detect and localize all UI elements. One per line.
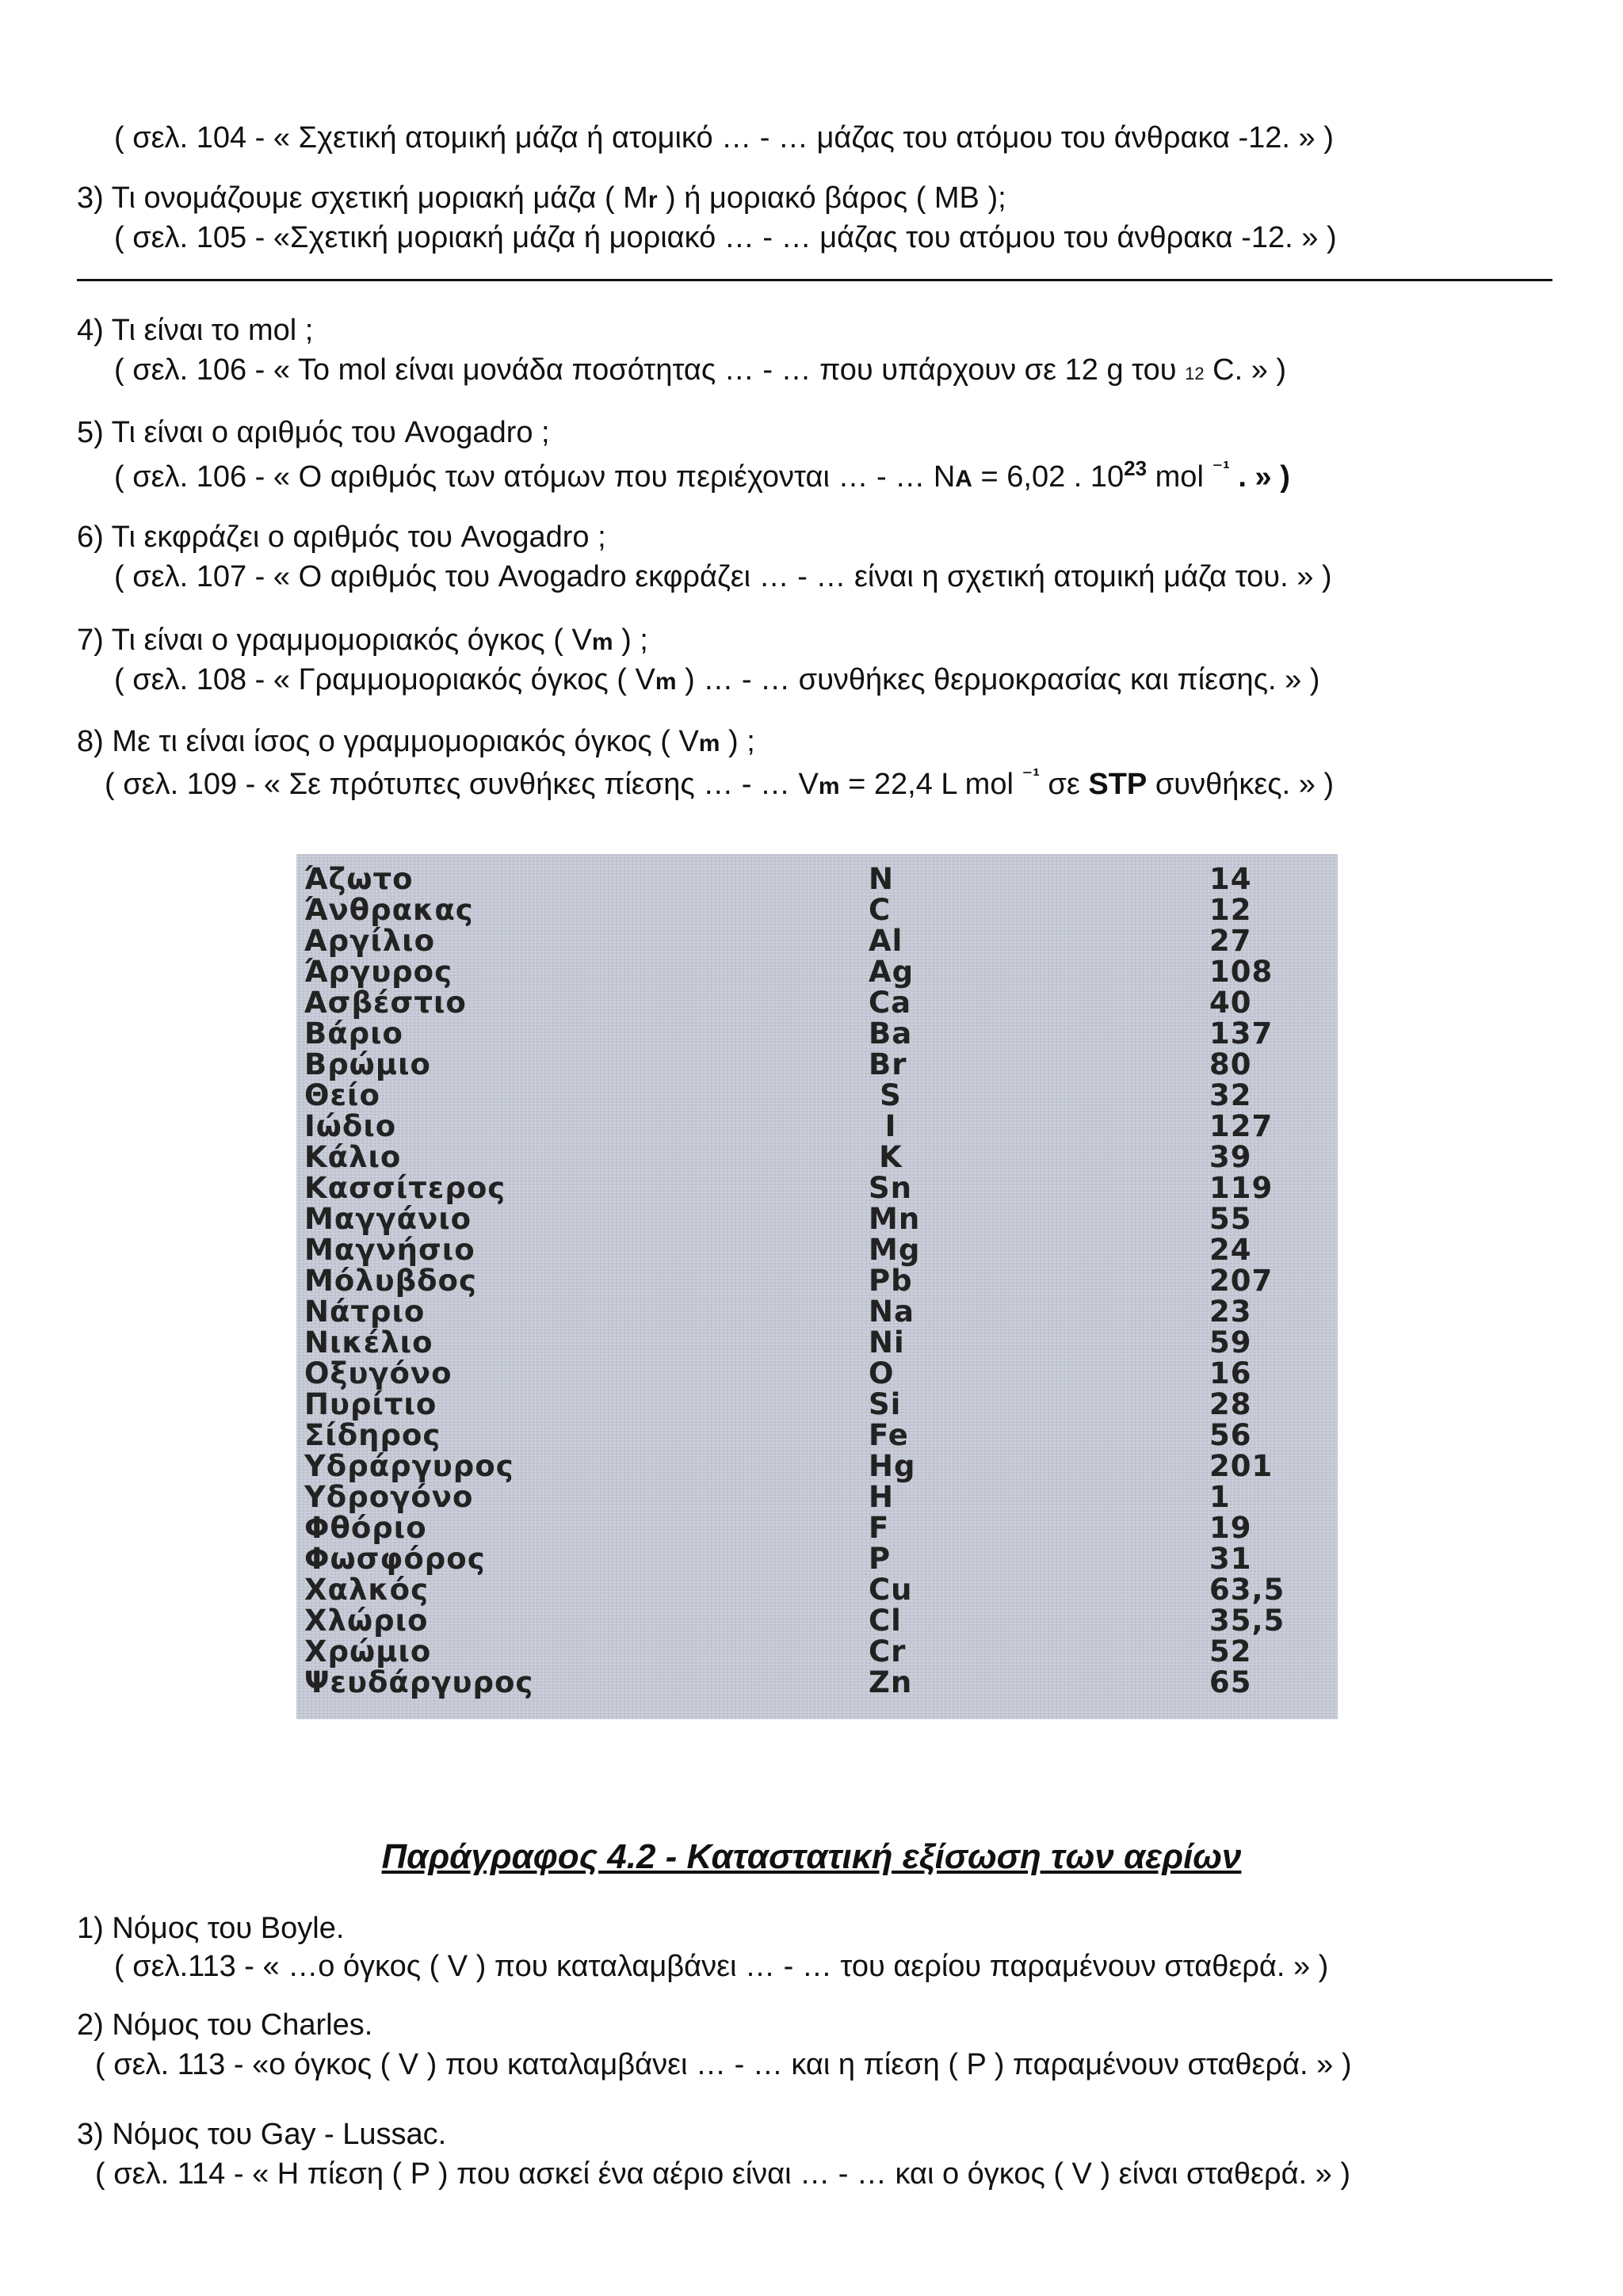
element-name: Άνθρακας bbox=[304, 893, 474, 927]
element-mass: 12 bbox=[1209, 893, 1252, 927]
element-mass: 207 bbox=[1209, 1264, 1274, 1298]
vm-subscript: m bbox=[818, 773, 840, 799]
question-3 bbox=[77, 179, 1006, 219]
vm-subscript: m bbox=[591, 629, 613, 655]
element-symbol: S bbox=[880, 1078, 902, 1112]
table-row bbox=[296, 1173, 1338, 1203]
element-mass: 35,5 bbox=[1209, 1604, 1285, 1638]
element-mass: 40 bbox=[1209, 986, 1252, 1020]
table-row bbox=[296, 894, 1338, 925]
element-symbol: Cl bbox=[869, 1604, 902, 1638]
element-name: Υδράργυρος bbox=[304, 1449, 514, 1483]
table-row bbox=[296, 1142, 1338, 1173]
element-name: Μαγνήσιο bbox=[304, 1233, 475, 1267]
page-ref-104: ( σελ. 104 - « Σχετική ατομική μάζα ή ατομικό … - … μάζας του ατόμου του άνθρακα -12. » ) bbox=[114, 121, 1334, 154]
page-ref-105: ( σελ. 105 - «Σχετική μοριακή μάζα ή μοριακό … - … μάζας του ατόμου του άνθρακα -12. » ) bbox=[114, 221, 1337, 254]
na-subscript: A bbox=[955, 466, 972, 492]
element-name: Υδρογόνο bbox=[304, 1480, 474, 1514]
element-mass: 108 bbox=[1209, 955, 1274, 989]
isotope-mass-number: 12 bbox=[1185, 364, 1205, 383]
answer-8-text-b: σε bbox=[1039, 768, 1089, 801]
question-7-text: 7) Τι είναι ο γραμμομοριακός όγκος ( V bbox=[77, 624, 592, 657]
table-row bbox=[296, 1482, 1338, 1512]
table-row bbox=[296, 1018, 1338, 1049]
element-symbol: Na bbox=[869, 1295, 915, 1329]
element-name: Φθόριο bbox=[304, 1511, 427, 1545]
boyle-answer: ( σελ.113 - « …ο όγκος ( V ) που καταλαμβάνει … - … του αερίου παραμένουν σταθερά. » ) bbox=[114, 1950, 1329, 1983]
element-mass: 39 bbox=[1209, 1140, 1252, 1174]
element-mass: 59 bbox=[1209, 1325, 1252, 1360]
answer-4 bbox=[114, 351, 1286, 393]
table-row bbox=[296, 956, 1338, 987]
table-row bbox=[296, 1636, 1338, 1667]
element-symbol: C bbox=[869, 893, 892, 927]
element-symbol: Mg bbox=[869, 1233, 921, 1267]
table-row bbox=[296, 1296, 1338, 1327]
gay-lussac-answer: ( σελ. 114 - « Η πίεση ( P ) που ασκεί ένα αέριο είναι … - … και ο όγκος ( V ) είναι σταθερά. » ) bbox=[95, 2157, 1351, 2191]
stp-label: STP bbox=[1088, 768, 1148, 801]
exponent-minus-one: ⁻¹ bbox=[1212, 456, 1230, 480]
element-name: Βάριο bbox=[304, 1016, 403, 1051]
table-row bbox=[296, 1389, 1338, 1420]
table-row bbox=[296, 1358, 1338, 1389]
question-7 bbox=[77, 621, 648, 662]
answer-7-end: ) … - … συνθήκες θερμοκρασίας και πίεσης. » ) bbox=[676, 663, 1320, 696]
table-row bbox=[296, 1234, 1338, 1265]
table-row bbox=[296, 1080, 1338, 1111]
element-name: Βρώμιο bbox=[304, 1047, 431, 1081]
element-mass: 27 bbox=[1209, 924, 1252, 958]
element-name: Οξυγόνο bbox=[304, 1356, 453, 1390]
element-mass: 56 bbox=[1209, 1418, 1252, 1452]
element-mass: 1 bbox=[1209, 1480, 1231, 1514]
horizontal-rule bbox=[77, 279, 1552, 281]
element-name: Ασβέστιο bbox=[304, 986, 467, 1020]
element-symbol: Pb bbox=[869, 1264, 913, 1298]
table-row bbox=[296, 1605, 1338, 1636]
element-name: Κασσίτερος bbox=[304, 1171, 506, 1205]
charles-law: 2) Νόμος του Charles. bbox=[77, 2008, 373, 2042]
element-mass: 31 bbox=[1209, 1542, 1252, 1576]
answer-5-end: . » ) bbox=[1229, 460, 1290, 494]
table-row bbox=[296, 1512, 1338, 1543]
element-symbol: N bbox=[869, 862, 894, 896]
atomic-mass-table bbox=[296, 854, 1338, 1719]
mr-subscript: r bbox=[647, 187, 658, 213]
element-mass: 14 bbox=[1209, 862, 1252, 896]
element-symbol: Cr bbox=[869, 1634, 907, 1669]
element-name: Μαγγάνιο bbox=[304, 1202, 472, 1236]
answer-4-text: ( σελ. 106 - « Το mol είναι μονάδα ποσότητας … - … που υπάρχουν σε 12 g του bbox=[114, 353, 1186, 387]
element-symbol: Si bbox=[869, 1387, 902, 1421]
element-name: Άζωτο bbox=[304, 862, 414, 896]
table-row bbox=[296, 1574, 1338, 1605]
table-row bbox=[296, 1049, 1338, 1080]
answer-5 bbox=[114, 458, 1290, 498]
question-8-end: ) ; bbox=[720, 725, 755, 758]
element-mass: 80 bbox=[1209, 1047, 1252, 1081]
element-mass: 55 bbox=[1209, 1202, 1252, 1236]
answer-6: ( σελ. 107 - « Ο αριθμός του Avogadro εκφράζει … - … είναι η σχετική ατομική μάζα του. » ) bbox=[114, 560, 1332, 593]
element-name: Φωσφόρος bbox=[304, 1542, 486, 1576]
gay-lussac-law: 3) Νόμος του Gay - Lussac. bbox=[77, 2118, 447, 2151]
element-symbol: Sn bbox=[869, 1171, 912, 1205]
charles-answer: ( σελ. 113 - «ο όγκος ( V ) που καταλαμβάνει … - … και η πίεση ( P ) παραμένουν σταθερά. » ) bbox=[95, 2048, 1352, 2081]
vm-subscript: m bbox=[655, 669, 677, 695]
element-mass: 19 bbox=[1209, 1511, 1252, 1545]
section-heading: Παράγραφος 4.2 - Καταστατική εξίσωση των αερίων bbox=[381, 1837, 1242, 1876]
element-symbol: F bbox=[869, 1511, 890, 1545]
element-name: Μόλυβδος bbox=[304, 1264, 477, 1298]
table-row bbox=[296, 1265, 1338, 1296]
element-symbol: P bbox=[869, 1542, 892, 1576]
element-mass: 52 bbox=[1209, 1634, 1252, 1669]
element-symbol: O bbox=[869, 1356, 895, 1390]
element-mass: 32 bbox=[1209, 1078, 1252, 1112]
element-symbol: Zn bbox=[869, 1665, 913, 1699]
element-name: Ψευδάργυρος bbox=[304, 1665, 534, 1699]
element-name: Θείο bbox=[304, 1078, 380, 1112]
element-name: Ιώδιο bbox=[304, 1109, 397, 1143]
element-mass: 137 bbox=[1209, 1016, 1274, 1051]
element-symbol: Fe bbox=[869, 1418, 909, 1452]
answer-8-text: ( σελ. 109 - « Σε πρότυπες συνθήκες πίεσης … - … V bbox=[105, 768, 819, 801]
element-symbol: Ni bbox=[869, 1325, 905, 1360]
element-name: Σίδηρος bbox=[304, 1418, 441, 1452]
table-row bbox=[296, 864, 1338, 894]
element-symbol: Ca bbox=[869, 986, 912, 1020]
element-mass: 28 bbox=[1209, 1387, 1252, 1421]
question-4: 4) Τι είναι το mol ; bbox=[77, 314, 314, 347]
table-row bbox=[296, 925, 1338, 956]
answer-5-unit: mol bbox=[1147, 460, 1212, 494]
question-3-text-a: 3) Τι ονομάζουμε σχετική μοριακή μάζα ( M bbox=[77, 181, 648, 215]
table-row bbox=[296, 1420, 1338, 1451]
vm-subscript: m bbox=[698, 730, 720, 757]
exponent-23: 23 bbox=[1124, 456, 1148, 480]
answer-7-text: ( σελ. 108 - « Γραμμομοριακός όγκος ( V bbox=[114, 663, 655, 696]
question-8 bbox=[77, 723, 755, 763]
element-mass: 63,5 bbox=[1209, 1573, 1285, 1607]
element-mass: 127 bbox=[1209, 1109, 1274, 1143]
element-symbol: Mn bbox=[869, 1202, 921, 1236]
answer-4-end: C. » ) bbox=[1204, 353, 1287, 387]
element-symbol: K bbox=[879, 1140, 903, 1174]
element-symbol: I bbox=[884, 1109, 897, 1143]
element-name: Χαλκός bbox=[304, 1573, 429, 1607]
answer-5-value: = 6,02 . 10 bbox=[972, 460, 1125, 494]
element-name: Χλώριο bbox=[304, 1604, 429, 1638]
element-name: Αργίλιο bbox=[304, 924, 435, 958]
element-symbol: Ba bbox=[869, 1016, 913, 1051]
element-symbol: Cu bbox=[869, 1573, 913, 1607]
table-row bbox=[296, 1451, 1338, 1482]
question-5: 5) Τι είναι ο αριθμός του Avogadro ; bbox=[77, 416, 550, 449]
answer-8-end: συνθήκες. » ) bbox=[1147, 768, 1335, 801]
exponent-minus-one: ⁻¹ bbox=[1022, 764, 1040, 788]
question-3-text-b: ) ή μοριακό βάρος ( ΜΒ ); bbox=[657, 181, 1006, 215]
question-8-text: 8) Με τι είναι ίσος ο γραμμομοριακός όγκος ( V bbox=[77, 725, 699, 758]
boyle-law: 1) Νόμος του Boyle. bbox=[77, 1912, 345, 1945]
element-mass: 119 bbox=[1209, 1171, 1274, 1205]
element-name: Άργυρος bbox=[304, 955, 453, 989]
answer-7 bbox=[114, 661, 1319, 701]
element-symbol: Ag bbox=[869, 955, 915, 989]
table-row bbox=[296, 1327, 1338, 1358]
element-name: Πυρίτιο bbox=[304, 1387, 437, 1421]
table-row bbox=[296, 1111, 1338, 1142]
element-mass: 23 bbox=[1209, 1295, 1252, 1329]
element-name: Χρώμιο bbox=[304, 1634, 432, 1669]
element-mass: 16 bbox=[1209, 1356, 1252, 1390]
element-symbol: H bbox=[869, 1480, 894, 1514]
element-symbol: Br bbox=[869, 1047, 907, 1081]
question-7-end: ) ; bbox=[613, 624, 648, 657]
element-name: Κάλιο bbox=[304, 1140, 402, 1174]
element-name: Νικέλιο bbox=[304, 1325, 433, 1360]
answer-8-value: = 22,4 L mol bbox=[839, 768, 1022, 801]
element-mass: 65 bbox=[1209, 1665, 1252, 1699]
table-row bbox=[296, 1543, 1338, 1574]
element-symbol: Al bbox=[869, 924, 903, 958]
table-row bbox=[296, 1667, 1338, 1698]
question-6: 6) Τι εκφράζει ο αριθμός του Avogadro ; bbox=[77, 521, 606, 554]
element-mass: 24 bbox=[1209, 1233, 1252, 1267]
table-row bbox=[296, 987, 1338, 1018]
table-row bbox=[296, 1203, 1338, 1234]
answer-8 bbox=[105, 765, 1334, 806]
answer-5-text: ( σελ. 106 - « Ο αριθμός των ατόμων που περιέχονται … - … N bbox=[114, 460, 956, 494]
element-name: Νάτριο bbox=[304, 1295, 426, 1329]
element-symbol: Hg bbox=[869, 1449, 916, 1483]
element-mass: 201 bbox=[1209, 1449, 1274, 1483]
